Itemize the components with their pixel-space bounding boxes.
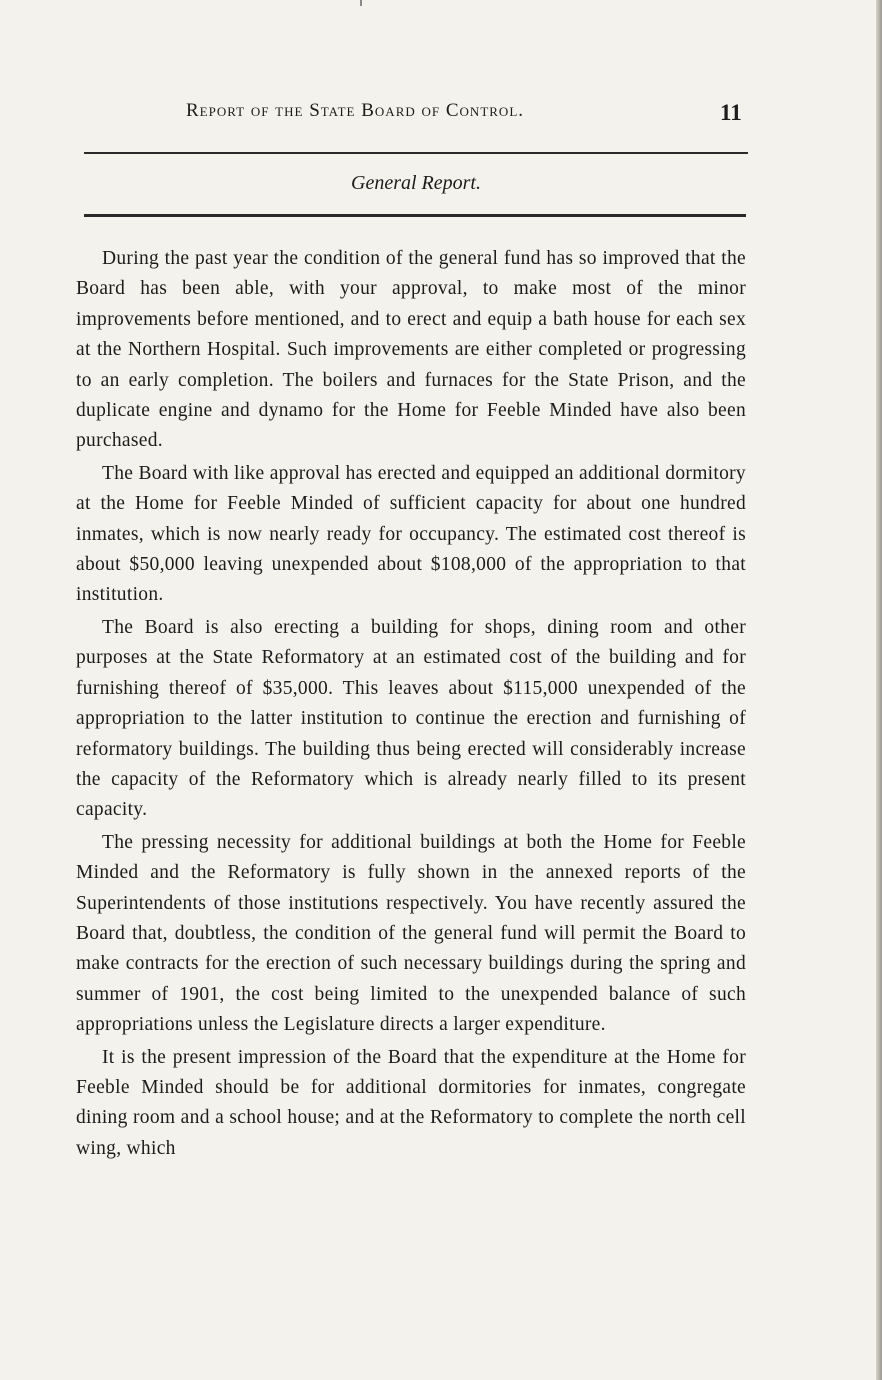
paragraph-2: The Board with like approval has erected and equipped an additional dormitory at the Home for Feeble Minded of sufficient capacity for about one hundred inmates, which is now nearly ready for occupancy. The estimated cost thereof is about $50,000 leaving unexpended about $108,000 of the appropriation to that institution. bbox=[76, 462, 746, 606]
paragraph-4: The pressing necessity for additional buildings at both the Home for Feeble Minded and the Reformatory is fully shown in the annexed reports of the Superintendents of those institutions respectively. You have recently assured the Board that, doubtless, the condition of the general fund will permit the Board to make contracts for the erection of such necessary buildings during the spring and summer of 1901, the cost being limited to the unexpended balance of such appropriations unless the Legislature directs a larger expenditure. bbox=[76, 831, 746, 1036]
page-mark bbox=[360, 0, 362, 6]
header-rule bbox=[84, 152, 748, 154]
page-number: 11 bbox=[720, 100, 742, 125]
paragraph-3: The Board is also erecting a building for shops, dining room and other purposes at the State Reformatory at an estimated cost of the building and for furnishing thereof of $35,000. This leaves about $115,000 unexpended of the appropriation to the latter institution to continue the erection and furnishing of reformatory buildings. The building thus being erected will considerably increase the capacity of the Reformatory which is already nearly filled to its present capacity. bbox=[76, 616, 746, 821]
body-text bbox=[76, 244, 746, 1164]
section-rule bbox=[84, 214, 746, 217]
running-head: Report of the State Board of Control. bbox=[186, 100, 525, 121]
section-title: General Report. bbox=[351, 172, 481, 194]
paragraph-1: During the past year the condition of the general fund has so improved that the Board has been able, with your approval, to make most of the minor improvements before mentioned, and to erect and equip a bath house for each sex at the Northern Hospital. Such improvements are either completed or progressing to an early completion. The boilers and furnaces for the State Prison, and the duplicate engine and dynamo for the Home for Feeble Minded have also been purchased. bbox=[76, 248, 746, 452]
paragraph-5: It is the present impression of the Board that the expenditure at the Home for Feeble Minded should be for additional dormitories for inmates, congregate dining room and a school house; and at the Reformatory to complete the north cell wing, which bbox=[76, 1046, 746, 1159]
page-edge-shadow bbox=[876, 0, 882, 1380]
